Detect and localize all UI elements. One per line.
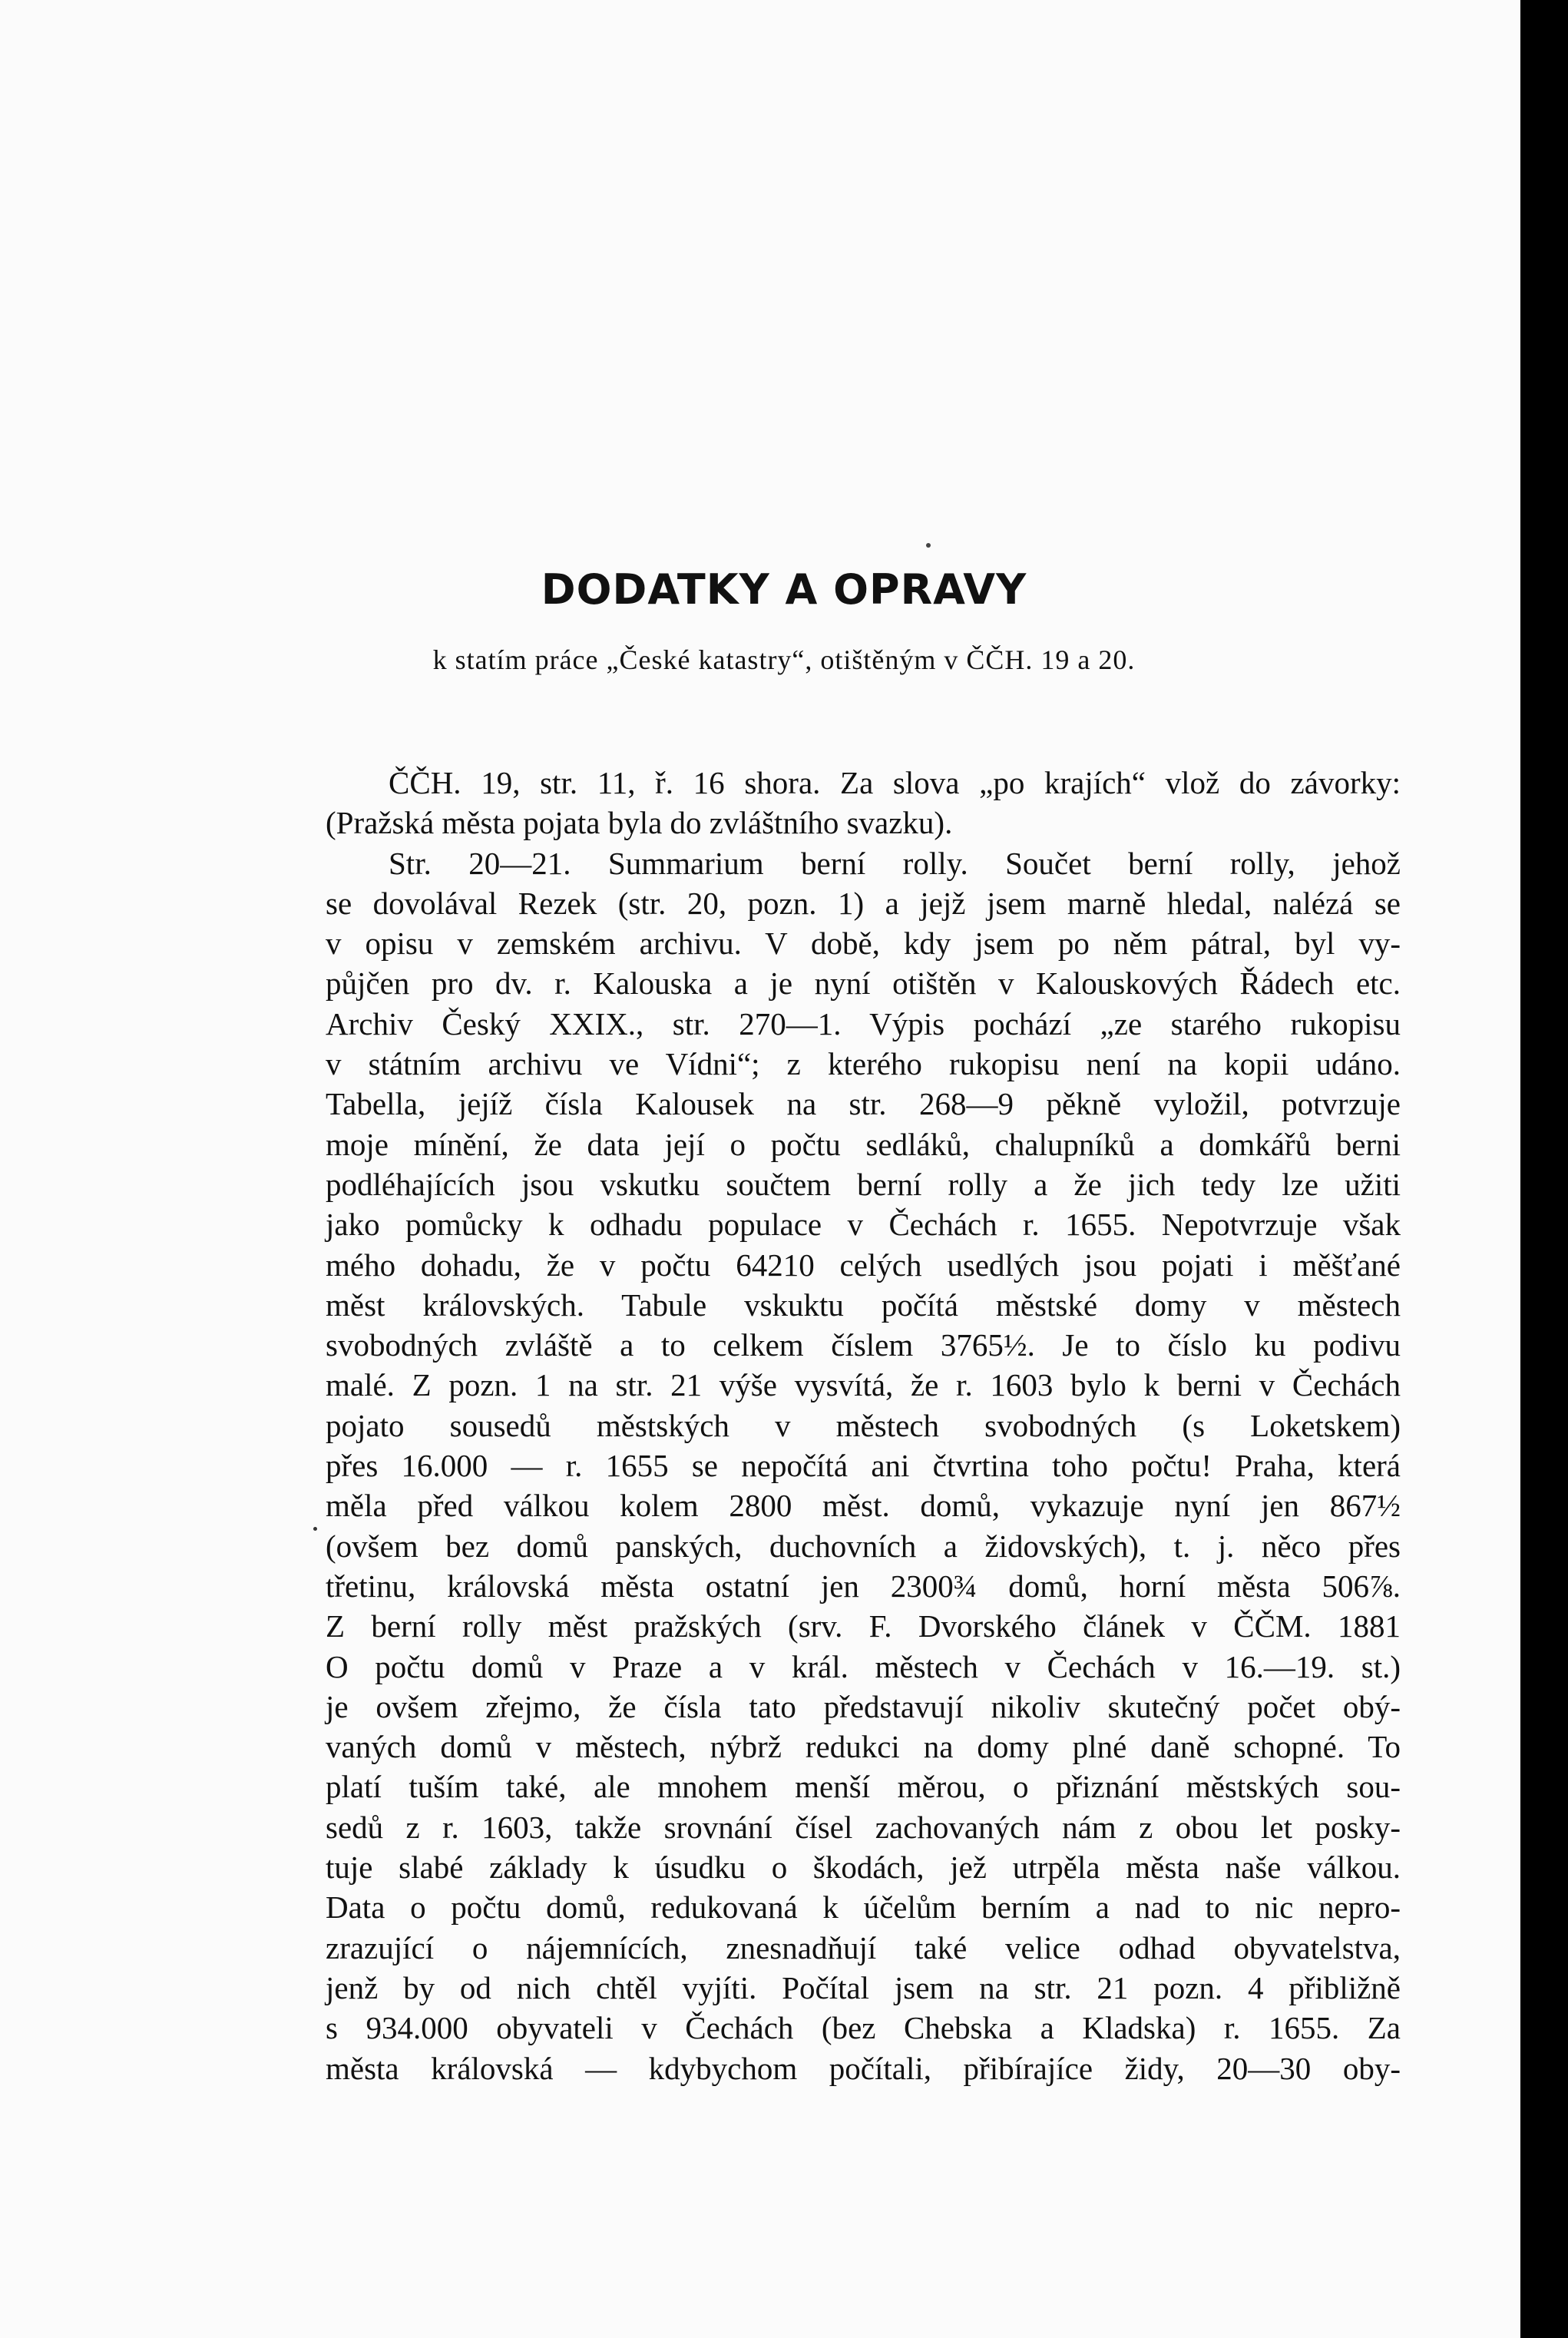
- text-line: sedů z r. 1603, takže srovnání čísel zachovaných nám z obou let posky-: [326, 1809, 1401, 1845]
- text-line: se dovolával Rezek (str. 20, pozn. 1) a jejž jsem marně hledal, nalézá se: [326, 885, 1401, 921]
- text-line: měla před válkou kolem 2800 měst. domů, vykazuje nyní jen 867½: [326, 1488, 1401, 1524]
- text-line: svobodných zvláště a to celkem číslem 3765½. Je to číslo ku podivu: [326, 1327, 1401, 1363]
- body-text: [326, 763, 1401, 2088]
- text-line: jenž by od nich chtěl vyjíti. Počítal jsem na str. 21 pozn. 4 přibližně: [326, 1969, 1401, 2005]
- text-line: Tabella, jejíž čísla Kalousek na str. 268—9 pěkně vyložil, potvrzuje: [326, 1086, 1401, 1122]
- text-line: moje mínění, že data její o počtu sedláků, chalupníků a domkářů berni: [326, 1126, 1401, 1162]
- text-line: je ovšem zřejmo, že čísla tato představují nikoliv skutečný počet obý-: [326, 1688, 1401, 1724]
- text-line: mého dohadu, že v počtu 64210 celých usedlých jsou pojati i měšťané: [326, 1247, 1401, 1283]
- text-line: vaných domů v městech, nýbrž redukci na domy plné daně schopné. To: [326, 1729, 1401, 1765]
- text-line: malé. Z pozn. 1 na str. 21 výše vysvítá, že r. 1603 bylo k berni v Čechách: [326, 1367, 1401, 1403]
- text-line: (ovšem bez domů panských, duchovních a židovských), t. j. něco přes: [326, 1528, 1401, 1564]
- text-line: (Pražská města pojata byla do zvláštního svazku).: [326, 805, 953, 841]
- text-line: Archiv Český XXIX., str. 270—1. Výpis pochází „ze starého rukopisu: [326, 1005, 1401, 1042]
- text-line: půjčen pro dv. r. Kalouska a je nyní otištěn v Kalouskových Řádech etc.: [326, 965, 1401, 1002]
- text-line: města královská — kdybychom počítali, přibírajíce židy, 20—30 oby-: [326, 2050, 1401, 2086]
- text-line: Data o počtu domů, redukovaná k účelům berním a nad to nic nepro-: [326, 1889, 1401, 1926]
- text-line: O počtu domů v Praze a v král. městech v Čechách v 16.—19. st.): [326, 1648, 1401, 1684]
- text-line: ČČH. 19, str. 11, ř. 16 shora. Za slova „po krajích“ vlož do závorky:: [389, 765, 1401, 800]
- text-line: Z berní rolly měst pražských (srv. F. Dvorského článek v ČČM. 1881: [326, 1608, 1401, 1644]
- page-heading: DODATKY A OPRAVY: [541, 565, 1027, 614]
- page-subheading: k statím práce „České katastry“, otištěným v ČČH. 19 a 20.: [432, 644, 1136, 675]
- text-line: třetinu, královská města ostatní jen 2300¾ domů, horní města 506⅞.: [326, 1568, 1401, 1604]
- ink-dot: [926, 543, 931, 548]
- text-line: pojato sousedů městských v městech svobodných (s Loketskem): [326, 1407, 1401, 1443]
- text-line: Str. 20—21. Summarium berní rolly. Součet berní rolly, jehož: [389, 845, 1401, 881]
- text-line: platí tuším také, ale mnohem menší měrou, o přiznání městských sou-: [326, 1769, 1401, 1805]
- text-line: s 934.000 obyvateli v Čechách (bez Chebska a Kladska) r. 1655. Za: [326, 2010, 1401, 2046]
- text-line: v státním archivu ve Vídni“; z kterého rukopisu není na kopii udáno.: [326, 1046, 1401, 1082]
- text-line: zrazující o nájemnících, znesnadňují také velice odhad obyvatelstva,: [326, 1929, 1401, 1965]
- text-line: měst královských. Tabule vskuktu počítá městské domy v městech: [326, 1287, 1401, 1323]
- ink-mark: [313, 1527, 317, 1531]
- text-line: v opisu v zemském archivu. V době, kdy jsem po něm pátral, byl vy-: [326, 926, 1401, 962]
- text-line: jako pomůcky k odhadu populace v Čechách r. 1655. Nepotvrzuje však: [326, 1207, 1401, 1243]
- scan-border: [1520, 0, 1568, 2338]
- text-line: podléhajících jsou vskutku součtem berní rolly a že jich tedy lze užiti: [326, 1166, 1401, 1202]
- text-line: přes 16.000 — r. 1655 se nepočítá ani čtvrtina toho počtu! Praha, která: [326, 1448, 1401, 1484]
- text-line: tuje slabé základy k úsudku o škodách, jež utrpěla města naše válkou.: [326, 1850, 1401, 1886]
